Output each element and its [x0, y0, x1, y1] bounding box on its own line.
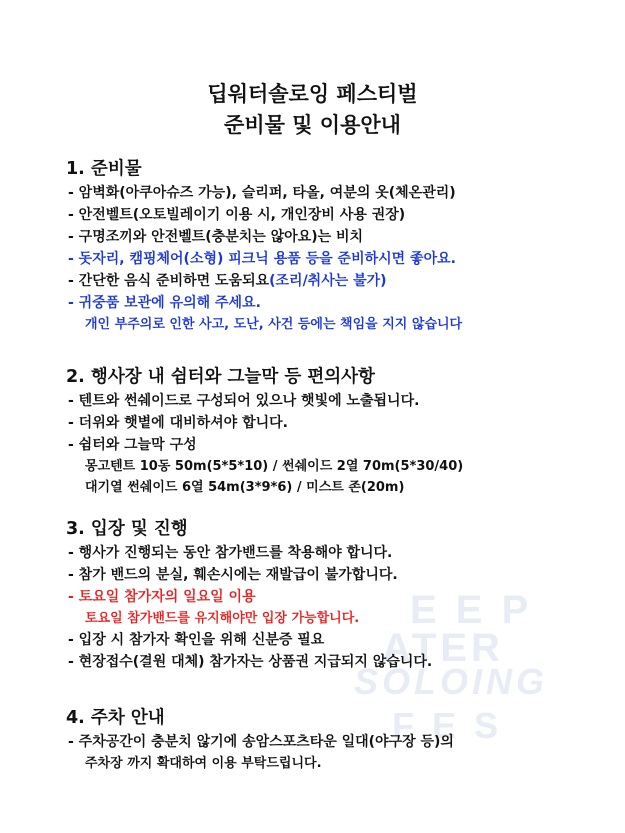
list-item: - 돗자리, 캠핑체어(소형) 피크닉 용품 등을 준비하시면 좋아요. [68, 251, 456, 267]
watermark-text: SOLOING [354, 661, 549, 702]
section-entry [62, 517, 432, 673]
watermark-text: ATER [382, 626, 504, 670]
list-item: - 행사가 진행되는 동안 참가밴드를 착용해야 합니다. [68, 545, 393, 561]
watermark-text: F E S [392, 705, 503, 746]
section-title: 2. 행사장 내 쉼터와 그늘막 등 편의사항 [66, 367, 375, 387]
list-item: - 입장 시 참가자 확인을 위해 신분증 필요 [68, 632, 325, 648]
list-item: - 구명조끼와 안전벨트(충분치는 않아요)는 비치 [68, 229, 364, 245]
list-item-detail: 개인 부주의로 인한 사고, 도난, 사건 등에는 책임을 지지 않습니다 [85, 317, 463, 332]
page-title [0, 79, 625, 141]
list-item-detail: 몽고텐트 10동 50m(5*5*10) / 썬쉐이드 2열 70m(5*30/40) [85, 459, 464, 474]
title-line-2: 준비물 및 이용안내 [224, 113, 401, 137]
list-item: - 암벽화(아쿠아슈즈 가능), 슬리퍼, 타올, 여분의 옷(체온관리) [68, 185, 456, 201]
list-item-detail: 토요일 참가밴드를 유지해야만 입장 가능합니다. [85, 611, 360, 626]
list-item: - 참가 밴드의 분실, 훼손시에는 재발급이 불가합니다. [68, 567, 398, 583]
section-title: 4. 주차 안내 [66, 708, 165, 728]
list-item: - 현장접수(결원 대체) 참가자는 상품권 지급되지 않습니다. [68, 654, 433, 670]
list-item-note: (조리/취사는 불가) [269, 273, 387, 289]
section-title: 3. 입장 및 진행 [66, 519, 188, 539]
list-item-text: - 간단한 음식 준비하면 도움되요 [68, 273, 270, 289]
list-item: - 주차공간이 충분치 않기에 송암스포츠타운 일대(야구장 등)의 [68, 734, 454, 750]
list-item [68, 270, 462, 292]
list-item: - 텐트와 썬쉐이드로 구성되어 있으나 햇빛에 노출됩니다. [68, 393, 420, 409]
section-parking [62, 706, 454, 774]
list-item-detail: 주차장 까지 확대하여 이용 부탁드립니다. [85, 756, 322, 771]
list-item-detail: 대기열 썬쉐이드 6열 54m(3*9*6) / 미스트 존(20m) [85, 480, 405, 495]
title-line-1: 딥워터솔로잉 페스티벌 [207, 82, 418, 106]
section-supplies [62, 157, 462, 335]
watermark-text: E E P [410, 588, 533, 632]
list-item: - 쉼터와 그늘막 구성 [68, 437, 197, 453]
list-item: - 안전벨트(오토빌레이기 이용 시, 개인장비 사용 권장) [68, 207, 406, 223]
section-title: 1. 준비물 [66, 159, 142, 179]
list-item: - 토요일 참가자의 일요일 이용 [68, 589, 256, 605]
section-facilities [62, 365, 463, 498]
list-item: - 더위와 햇볕에 대비하셔야 합니다. [68, 415, 288, 431]
list-item: - 귀중품 보관에 유의해 주세요. [68, 295, 261, 311]
